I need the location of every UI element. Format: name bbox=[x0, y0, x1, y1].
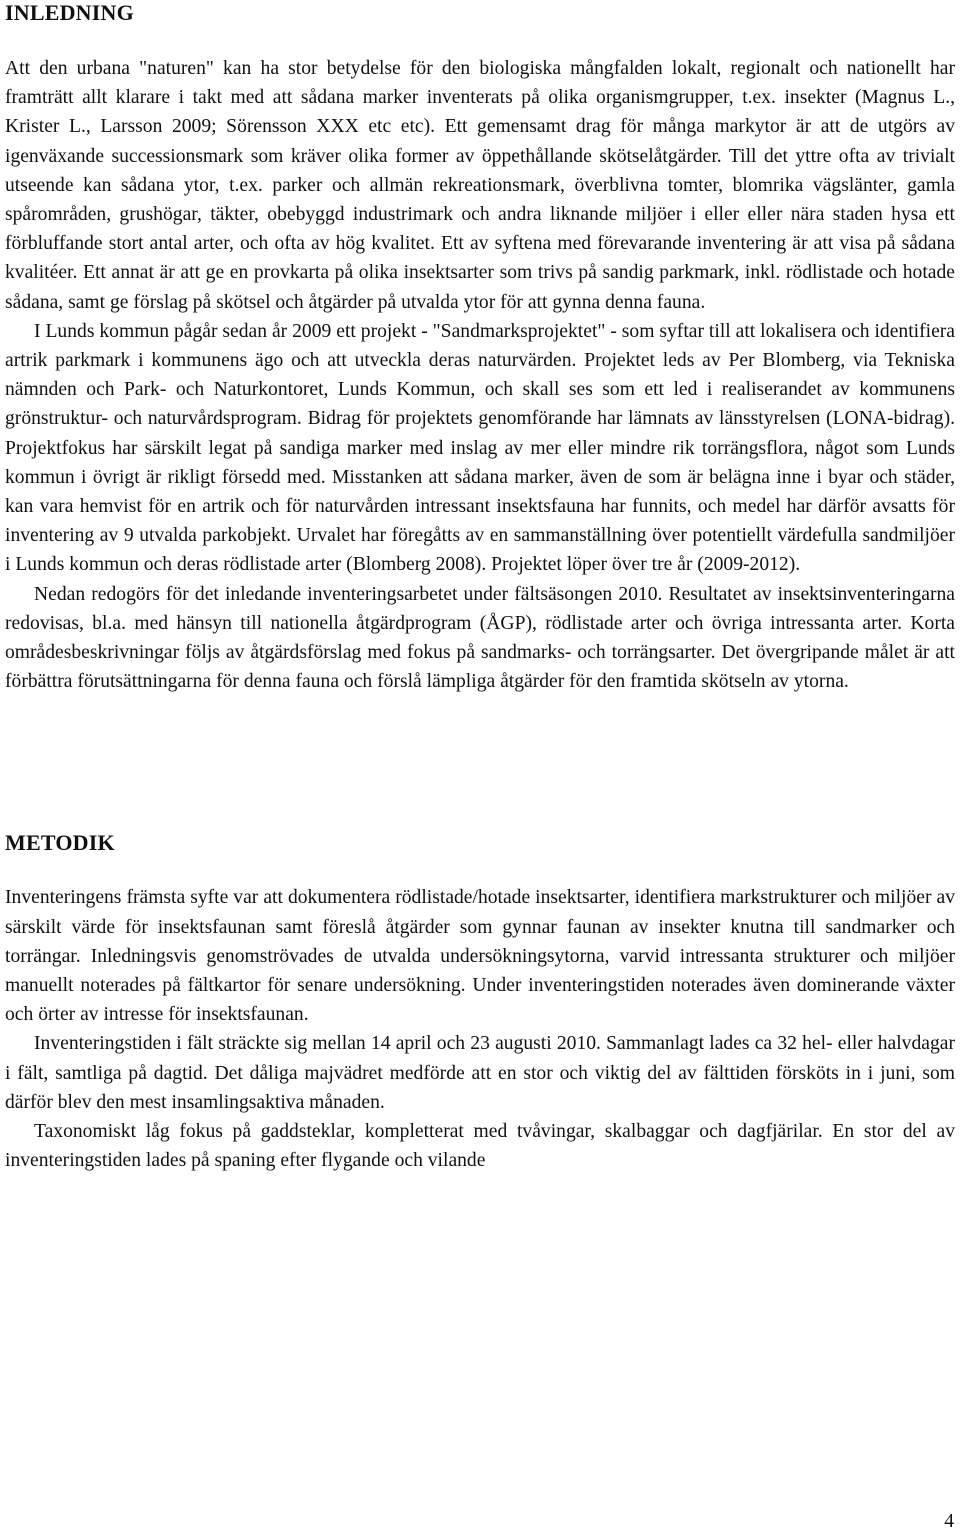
metodik-paragraph-1: Inventeringens främsta syfte var att dokumentera rödlistade/hotade insektsarter, identifiera markstrukturer och miljöer av särskilt värde för insektsfaunan samt föreslå åtgärder som gynnar faunan av insekter knutna till sandmarker och torrängar. Inledningsvis genomströvades de utvalda undersökningsytorna, varvid intressanta strukturer och miljöer manuellt noterades på fältkartor för senare undersökning. Under inventeringstiden noterades även dominerande växter och örter av intresse för insektsfaunan. bbox=[5, 887, 955, 1026]
metodik-paragraph-2: Inventeringstiden i fält sträckte sig mellan 14 april och 23 augusti 2010. Sammanlagt lades ca 32 hel- eller halvdagar i fält, samtliga på dagtid. Det dåliga majvädret medförde att en stor och viktig del av fälttiden försköts in i juni, som därför blev den mest insamlingsaktiva månaden. bbox=[5, 1033, 955, 1113]
document-page bbox=[5, 0, 955, 1176]
page-number: 4 bbox=[944, 1511, 954, 1532]
metodik-paragraph-3: Taxonomiskt låg fokus på gaddsteklar, kompletterat med tvåvingar, skalbaggar och dagfjärilar. En stor del av inventeringstiden lades på spaning efter flygande och vilande bbox=[5, 1121, 955, 1172]
inledning-paragraph-1: Att den urbana "naturen" kan ha stor betydelse för den biologiska mångfalden lokalt, regionalt och nationellt har framträtt allt klarare i takt med att sådana marker inventerats på olika organismgrupper, t.ex. insekter (Magnus L., Krister L., Larsson 2009; Sörensson XXX etc etc). Ett gemensamt drag för många markytor är att de utgörs av igenväxande successionsmark som kräver olika former av öppethållande skötselåtgärder. Till det yttre ofta av trivialt utseende kan sådana ytor, t.ex. parker och allmän rekreationsmark, överblivna tomter, blomrika vägslänter, gamla spårområden, grushögar, täkter, obebyggd industrimark och andra liknande miljöer i eller eller nära staden hysa ett förbluffande stort antal arter, och ofta av hög kvalitet. Ett av syftena med förevarande inventering är att visa på sådana kvalitéer. Ett annat är att ge en provkarta på olika insektsarter som trivs på sandig parkmark, inkl. rödlistade och hotade sådana, samt ge förslag på skötsel och åtgärder på utvalda ytor för att gynna denna fauna. bbox=[5, 58, 955, 313]
inledning-body bbox=[5, 54, 955, 696]
inledning-paragraph-3: Nedan redogörs för det inledande inventeringsarbetet under fältsäsongen 2010. Resultatet av insektsinventeringarna redovisas, bl.a. med hänsyn till nationella åtgärdprogram (ÅGP), rödlistade arter och övriga intressanta arter. Korta områdesbeskrivningar följs av åtgärdsförslag med fokus på sandmarks- och torrängsarter. Det övergripande målet är att förbättra förutsättningarna för denna fauna och förslå lämpliga åtgärder för den framtida skötseln av ytorna. bbox=[5, 583, 955, 693]
section-heading-inledning: INLEDNING bbox=[5, 0, 134, 25]
inledning-paragraph-2: I Lunds kommun pågår sedan år 2009 ett projekt - "Sandmarksprojektet" - som syftar till att lokalisera och identifiera artrik parkmark i kommunens ägo och att utveckla deras naturvärden. Projektet leds av Per Blomberg, via Tekniska nämnden och Park- och Naturkontoret, Lunds Kommun, och skall ses som ett led i realiserandet av kommunens grönstruktur- och naturvårdsprogram. Bidrag för projektets genomförande har lämnats av länsstyrelsen (LONA-bidrag). Projektfokus har särskilt legat på sandiga marker med inslag av mer eller mindre rik torrängsflora, något som Lunds kommun i övrigt är rikligt försedd med. Misstanken att sådana marker, även de som är belägna inne i byar och städer, kan vara hemvist för en artrik och för naturvården intressant insektsfauna har funnits, och medel har därför avsatts för inventering av 9 utvalda parkobjekt. Urvalet har föregåtts av en sammanställning över potentiellt värdefulla sandmiljöer i Lunds kommun och deras rödlistade arter (Blomberg 2008). Projektet löper över tre år (2009-2012). bbox=[5, 320, 955, 576]
metodik-body bbox=[5, 883, 955, 1175]
section-heading-metodik: METODIK bbox=[5, 830, 115, 856]
